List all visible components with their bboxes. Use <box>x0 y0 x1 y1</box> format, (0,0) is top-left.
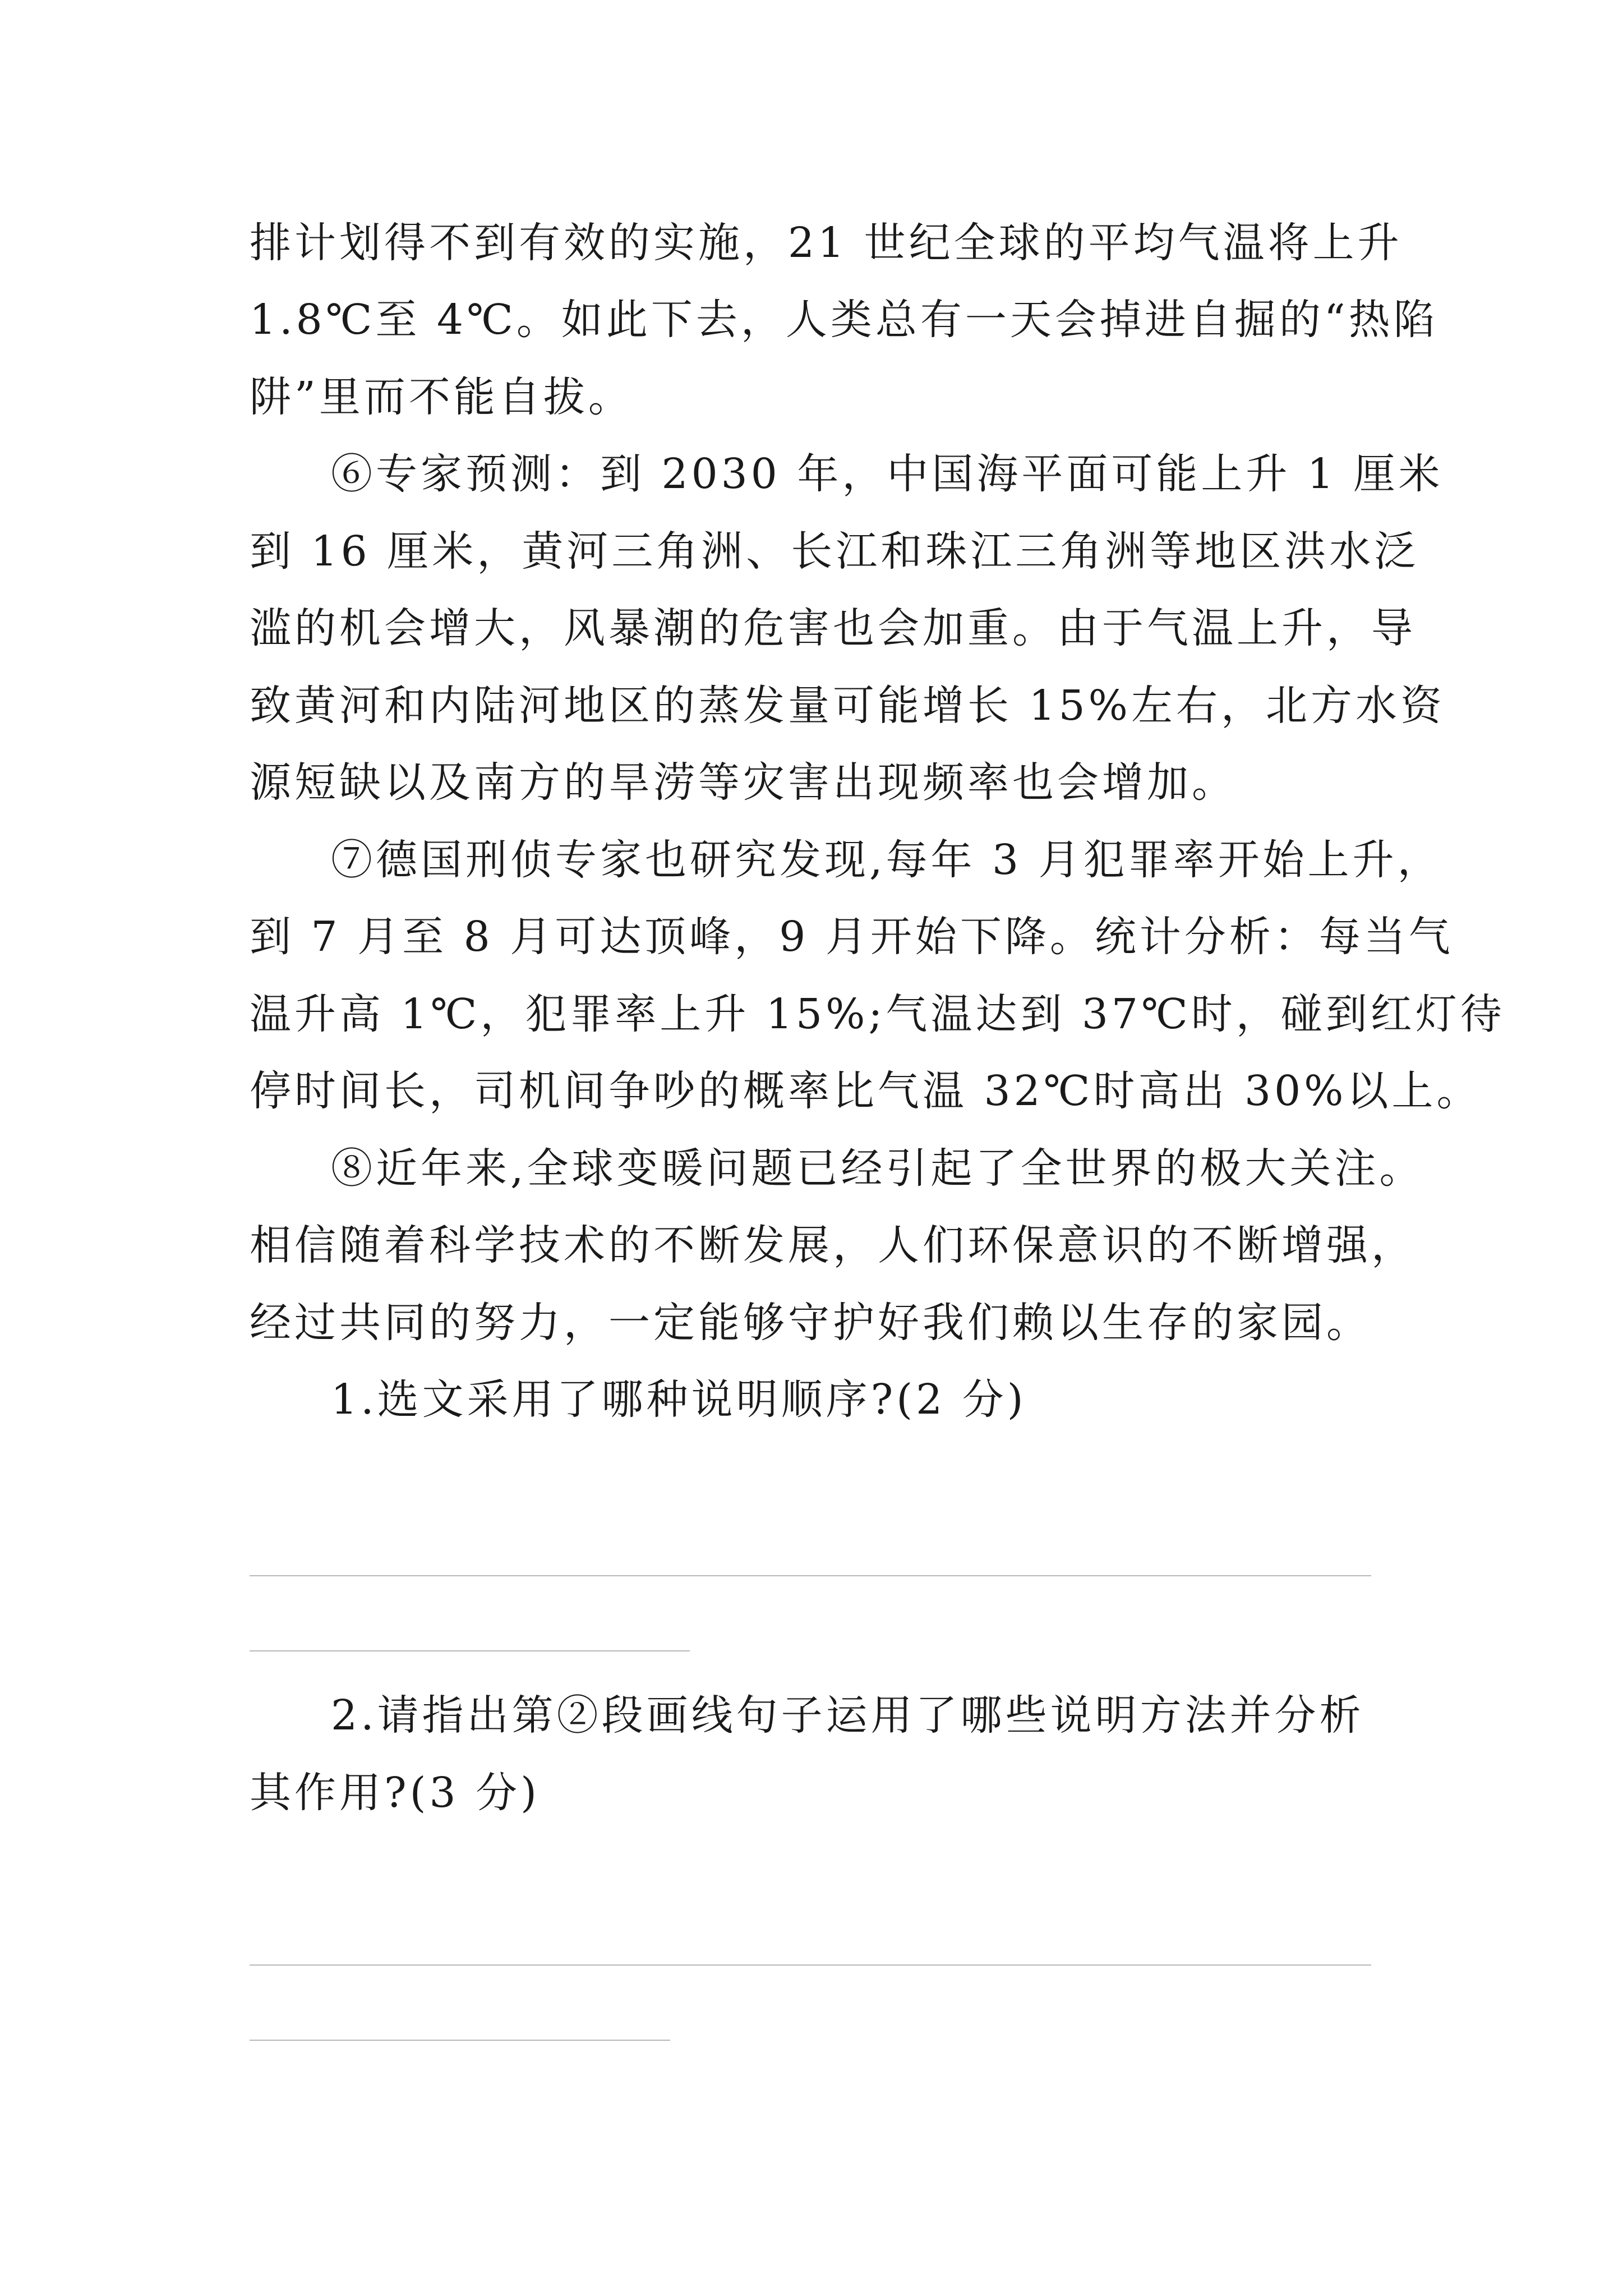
question-2-line-1: 2.请指出第②段画线句子运用了哪些说明方法并分析 <box>331 1691 1364 1740</box>
paragraph-8-first-line: ⑧近年来,全球变暖问题已经引起了全世界的极大关注。 <box>331 1144 1424 1193</box>
passage-line: 滥的机会增大，风暴潮的危害也会加重。由于气温上升，导 <box>250 604 1416 652</box>
passage-line: 1.8℃至 4℃。如此下去，人类总有一天会掉进自掘的“热陷 <box>250 296 1438 344</box>
question-1: 1.选文采用了哪种说明顺序?(2 分) <box>331 1375 1027 1424</box>
passage-line: 温升高 1℃，犯罪率上升 15%;气温达到 37℃时，碰到红灯待 <box>250 990 1505 1038</box>
answer-line-1b[interactable] <box>250 1650 690 1651</box>
paragraph-7-first-line: ⑦德国刑侦专家也研究发现,每年 3 月犯罪率开始上升， <box>331 836 1442 884</box>
passage-line: 经过共同的努力，一定能够守护好我们赖以生存的家园。 <box>250 1299 1371 1347</box>
passage-line: 停时间长，司机间争吵的概率比气温 32℃时高出 30%以上。 <box>250 1067 1482 1115</box>
passage-line: 到 7 月至 8 月可达顶峰，9 月开始下降。统计分析：每当气 <box>250 913 1454 961</box>
passage-line: 相信随着科学技术的不断发展，人们环保意识的不断增强， <box>250 1221 1416 1269</box>
passage-line: 阱”里而不能自拔。 <box>250 373 633 421</box>
passage-line: 致黄河和内陆河地区的蒸发量可能增长 15%左右，北方水资 <box>250 682 1445 730</box>
passage-line: 到 16 厘米，黄河三角洲、长江和珠江三角洲等地区洪水泛 <box>250 527 1419 576</box>
passage-line: 排计划得不到有效的实施，21 世纪全球的平均气温将上升 <box>250 219 1403 267</box>
answer-line-2b[interactable] <box>250 2040 670 2041</box>
question-2-line-2: 其作用?(3 分) <box>250 1769 541 1817</box>
paragraph-6-first-line: ⑥专家预测：到 2030 年，中国海平面可能上升 1 厘米 <box>331 450 1444 498</box>
passage-line: 源短缺以及南方的旱涝等灾害出现频率也会增加。 <box>250 758 1237 807</box>
answer-line-2a[interactable] <box>250 1964 1371 1966</box>
answer-line-1a[interactable] <box>250 1575 1371 1576</box>
